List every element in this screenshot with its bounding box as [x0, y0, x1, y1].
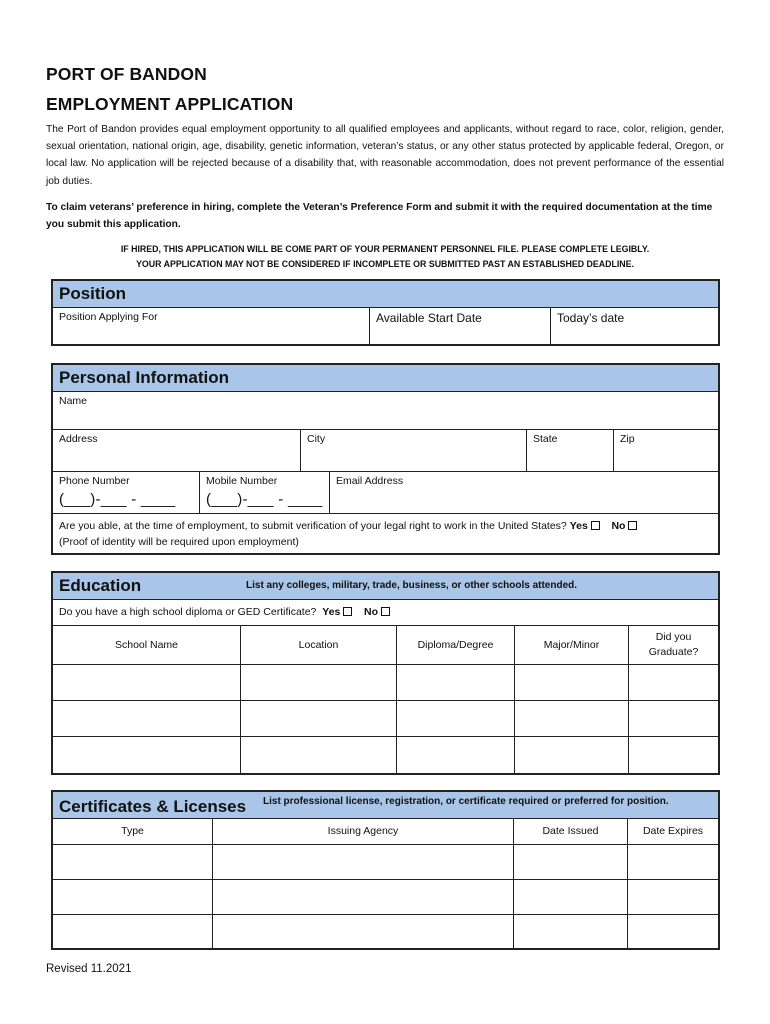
- page-title: EMPLOYMENT APPLICATION: [46, 94, 294, 114]
- education-header-row: [53, 626, 718, 665]
- certificates-header: [53, 792, 718, 819]
- revision-note: Revised 11.2021: [46, 963, 132, 975]
- col-diploma: Diploma/Degree: [397, 626, 515, 664]
- org-name: PORT OF BANDON: [46, 64, 207, 84]
- notice-line-1: IF HIRED, THIS APPLICATION WILL BE COME PART OF YOUR PERMANENT PERSONNEL FILE. PLEASE COMPLETE LEGIBLY.: [120, 244, 650, 254]
- col-school-name: School Name: [53, 626, 241, 664]
- position-applying-label: Position Applying For: [59, 311, 158, 323]
- email-field[interactable]: [330, 472, 718, 513]
- name-row[interactable]: [53, 392, 718, 430]
- work-no-checkbox[interactable]: [628, 521, 637, 530]
- mobile-format: (___)-___ - ____: [206, 491, 323, 508]
- table-row: [53, 880, 718, 915]
- graduated-cell[interactable]: [629, 701, 718, 736]
- work-yes-label: Yes: [569, 520, 588, 532]
- state-label: State: [533, 433, 558, 445]
- issuing-agency-cell[interactable]: [213, 880, 514, 914]
- table-row: [53, 737, 718, 773]
- col-date-expires: Date Expires: [642, 825, 704, 837]
- major-cell[interactable]: [515, 737, 629, 773]
- mobile-field[interactable]: [200, 472, 330, 513]
- work-question-line: [59, 518, 637, 534]
- issuing-agency-cell[interactable]: [213, 845, 514, 879]
- col-major: Major/Minor: [515, 626, 629, 664]
- date-expires-cell[interactable]: [628, 915, 718, 949]
- veterans-preference-note: To claim veterans’ preference in hiring, complete the Veteran’s Preference Form and submit it with the required documentation at the time you submit this application.: [46, 202, 713, 230]
- col-type: Type: [53, 819, 213, 844]
- table-row: [53, 845, 718, 880]
- col-location: Location: [241, 626, 397, 664]
- name-label: Name: [59, 395, 88, 407]
- diploma-cell[interactable]: [397, 737, 515, 773]
- start-date-label: Available Start Date: [376, 311, 482, 325]
- work-question: Are you able, at the time of employment, to submit verification of your legal right to work in the United States?: [59, 520, 567, 532]
- certificates-note: List professional license, registration, or certificate required or preferred for position.: [263, 796, 669, 807]
- diploma-yes-label: Yes: [322, 606, 341, 618]
- position-applying-field[interactable]: [53, 308, 370, 344]
- work-eligibility-row: [53, 514, 718, 553]
- diploma-no-checkbox[interactable]: [381, 607, 390, 616]
- education-section: [51, 571, 720, 775]
- address-row: [53, 430, 718, 472]
- date-issued-cell[interactable]: [514, 915, 628, 949]
- diploma-cell[interactable]: [397, 665, 515, 700]
- position-section: [51, 279, 720, 346]
- certificates-section: [51, 790, 720, 950]
- diploma-question: Do you have a high school diploma or GED Certificate?: [59, 606, 317, 618]
- col-date-issued: Date Issued: [514, 819, 628, 844]
- type-cell[interactable]: [53, 915, 213, 949]
- work-yes-checkbox[interactable]: [591, 521, 600, 530]
- location-cell[interactable]: [241, 701, 397, 736]
- todays-date-label: Today’s date: [557, 311, 625, 325]
- date-issued-cell[interactable]: [514, 845, 628, 879]
- notice-line-2: YOUR APPLICATION MAY NOT BE CONSIDERED IF INCOMPLETE OR SUBMITTED PAST AN ESTABLISHED DEADLINE.: [136, 259, 634, 269]
- type-cell[interactable]: [53, 845, 213, 879]
- personal-title: Personal Information: [59, 368, 230, 387]
- graduated-cell[interactable]: [629, 665, 718, 700]
- col-issuing-agency: Issuing Agency: [213, 819, 514, 844]
- table-row: [53, 665, 718, 701]
- work-no-label: No: [611, 520, 626, 532]
- state-field[interactable]: [527, 430, 614, 471]
- col-graduated: Did you Graduate?: [648, 631, 699, 658]
- graduated-cell[interactable]: [629, 737, 718, 773]
- date-expires-cell[interactable]: [628, 880, 718, 914]
- education-note: List any colleges, military, trade, business, or other schools attended.: [246, 580, 578, 591]
- address-label: Address: [59, 433, 98, 445]
- date-issued-cell[interactable]: [514, 880, 628, 914]
- diploma-row: [53, 600, 718, 626]
- issuing-agency-cell[interactable]: [213, 915, 514, 949]
- school-name-cell[interactable]: [53, 701, 241, 736]
- city-field[interactable]: [301, 430, 527, 471]
- school-name-cell[interactable]: [53, 737, 241, 773]
- proof-note: (Proof of identity will be required upon employment): [59, 536, 299, 548]
- date-expires-cell[interactable]: [628, 845, 718, 879]
- education-header: [53, 573, 718, 600]
- diploma-cell[interactable]: [397, 701, 515, 736]
- table-row: [53, 915, 718, 949]
- school-name-cell[interactable]: [53, 665, 241, 700]
- position-title: Position: [59, 284, 127, 303]
- certificates-header-row: [53, 819, 718, 845]
- zip-label: Zip: [620, 433, 635, 445]
- certificates-title: Certificates & Licenses: [59, 797, 247, 816]
- education-title: Education: [59, 576, 142, 595]
- city-label: City: [307, 433, 326, 445]
- address-field[interactable]: [53, 430, 301, 471]
- phone-format: (___)-___ - ____: [59, 491, 176, 508]
- location-cell[interactable]: [241, 665, 397, 700]
- start-date-field[interactable]: [370, 308, 551, 344]
- contact-row: [53, 472, 718, 514]
- diploma-question-line: [59, 606, 390, 618]
- phone-field[interactable]: [53, 472, 200, 513]
- location-cell[interactable]: [241, 737, 397, 773]
- position-row: [53, 308, 718, 344]
- major-cell[interactable]: [515, 665, 629, 700]
- diploma-no-label: No: [364, 606, 379, 618]
- work-eligibility-block: [59, 518, 637, 550]
- diploma-yes-checkbox[interactable]: [343, 607, 352, 616]
- email-label: Email Address: [336, 475, 404, 487]
- major-cell[interactable]: [515, 701, 629, 736]
- zip-field[interactable]: [614, 430, 718, 471]
- eeo-statement: The Port of Bandon provides equal employment opportunity to all qualified employees and applicants, without regard to race, color, religion, gender, sexual orientation, national origin, age, disability, genetic information, veteran’s status, or any other status protected by applicable federal, Oregon, or local law. No application will be rejected because of a disability that, with reasonable accommodation, does not prevent performance of the essential job duties.: [46, 124, 724, 187]
- phone-label: Phone Number: [59, 475, 130, 487]
- personal-header: [53, 365, 718, 392]
- type-cell[interactable]: [53, 880, 213, 914]
- mobile-label: Mobile Number: [206, 475, 278, 487]
- table-row: [53, 701, 718, 737]
- todays-date-field[interactable]: [551, 308, 718, 344]
- personal-section: [51, 363, 720, 555]
- position-header: [53, 281, 718, 308]
